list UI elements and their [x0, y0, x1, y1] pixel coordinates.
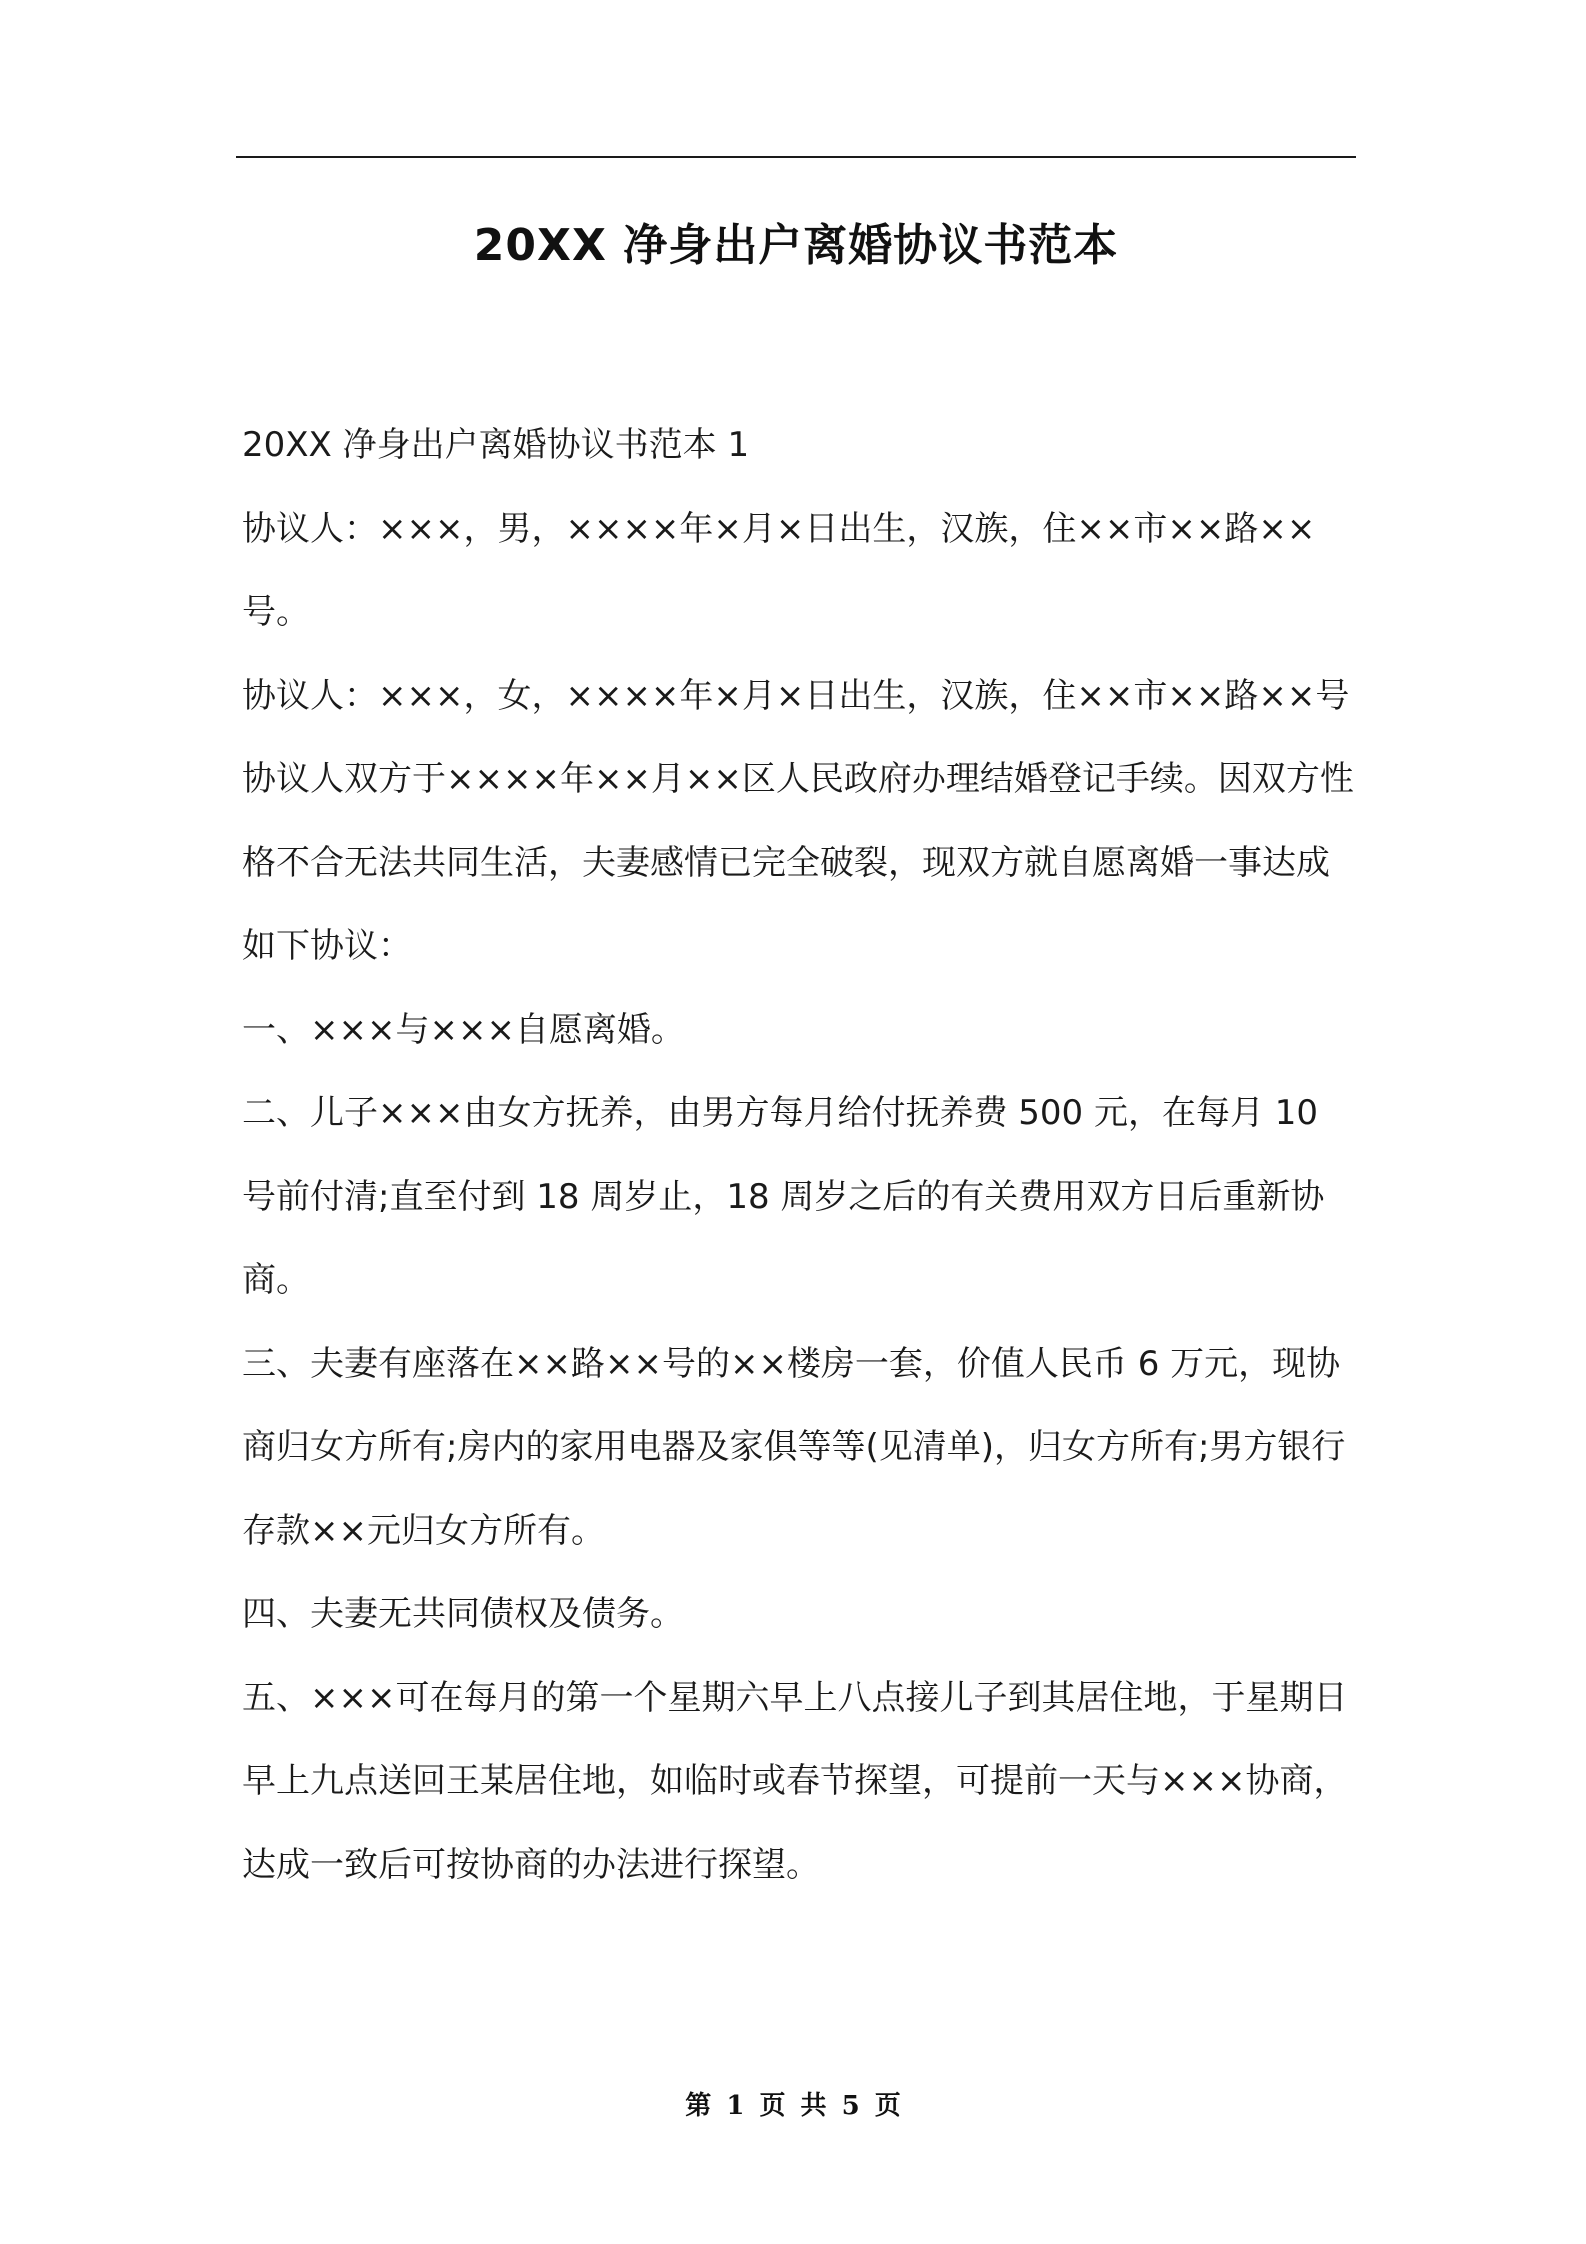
party-female: 协议人：×××，女，××××年×月×日出生，汉族，住××市××路××号: [242, 675, 1350, 716]
section-heading: 20XX 净身出户离婚协议书范本 1: [242, 425, 750, 465]
page-number-footer: 第 1 页 共 5 页: [685, 2091, 901, 2121]
header-rule: [236, 156, 1356, 158]
clause-2: 二、儿子×××由女方抚养，由男方每月给付抚养费 500 元，在每月 10 号前付清;直至付到 18 周岁止，18 周岁之后的有关费用双方日后重新协商。: [242, 1093, 1325, 1300]
document-body: [242, 404, 1354, 1907]
clause-3: 三、夫妻有座落在××路××号的××楼房一套，价值人民币 6 万元，现协商归女方所有;房内的家用电器及家俱等等(见清单)，归女方所有;男方银行存款××元归女方所有。: [242, 1343, 1346, 1551]
clause-4: 四、夫妻无共同债权及债务。: [242, 1594, 684, 1634]
clause-1: 一、×××与×××自愿离婚。: [242, 1009, 685, 1050]
document-title: 20XX 净身出户离婚协议书范本: [473, 220, 1119, 271]
preamble-paragraph: 协议人双方于××××年××月××区人民政府办理结婚登记手续。因双方性格不合无法共同生活，夫妻感情已完全破裂，现双方就自愿离婚一事达成如下协议：: [242, 759, 1354, 966]
party-male: 协议人：×××，男，××××年×月×日出生，汉族，住××市××路××号。: [242, 508, 1316, 632]
clause-5: 五、×××可在每月的第一个星期六早上八点接儿子到其居住地，于星期日早上九点送回王某居住地，如临时或春节探望，可提前一天与×××协商，达成一致后可按协商的办法进行探望。: [242, 1677, 1348, 1885]
